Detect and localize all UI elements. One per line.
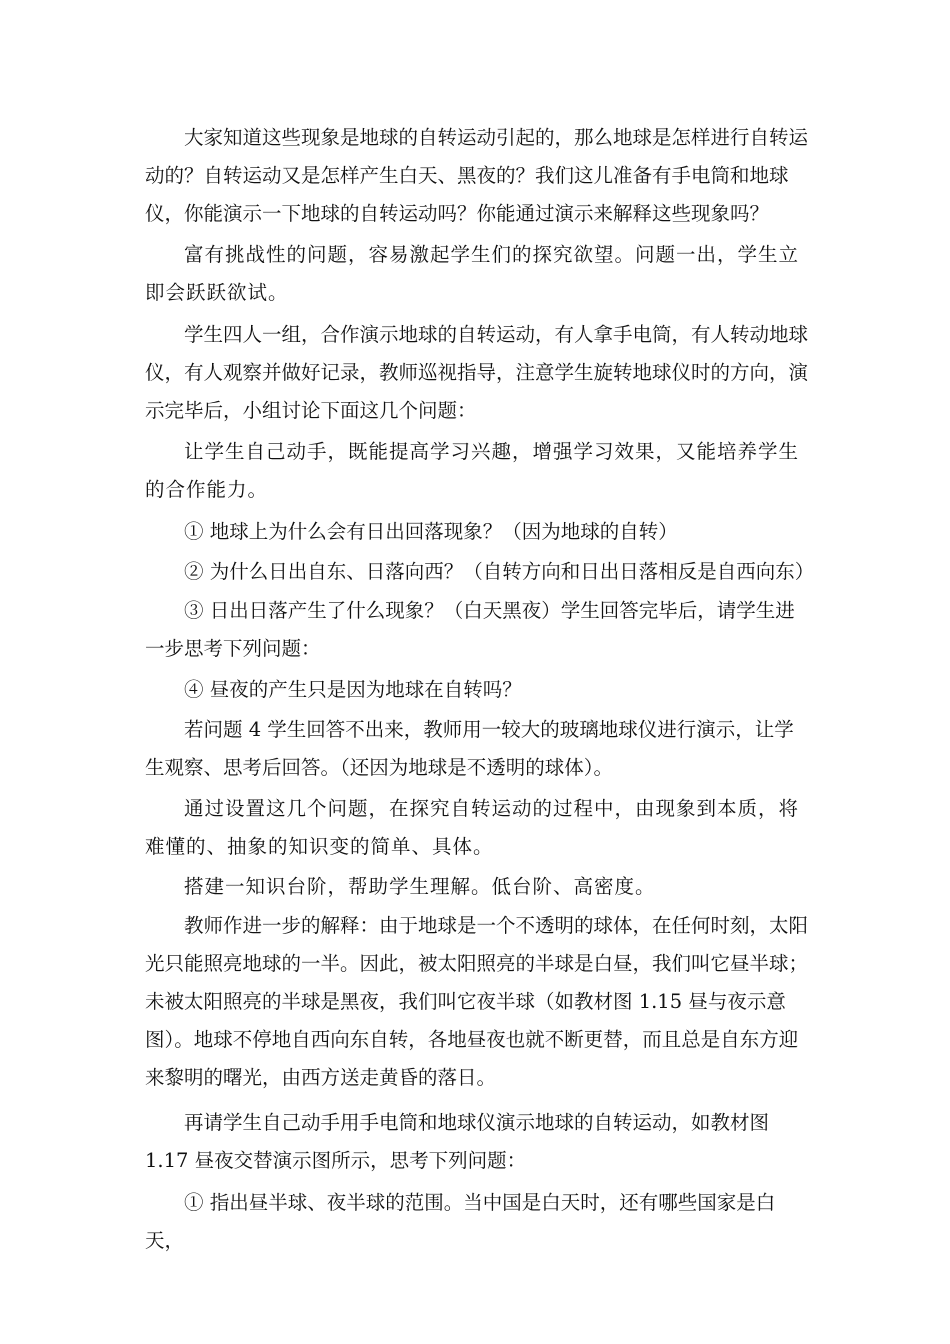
paragraph-explanation: 教师作进一步的解释：由于地球是一个不透明的球体，在任何时刻，太阳光只能照亮地球的一半。因此，被太阳照亮的半球是白昼，我们叫它昼半球；未被太阳照亮的半球是黑夜，我们叫它夜半球（如教材图 1.15 昼与夜示意图）。地球不停地自西向东自转，各地昼夜也就不断更替，而且总是自东方迎来黎明的曙光，由西方送走黄昏的落日。 [145, 914, 809, 1089]
question-4: ④ 昼夜的产生只是因为地球在自转吗？ [184, 678, 522, 701]
paragraph-comment-steps: 搭建一知识台阶，帮助学生理解。低台阶、高密度。 [184, 875, 656, 898]
question-3: ③ 日出日落产生了什么现象？（白天黑夜）学生回答完毕后，请学生进一步思考下列问题： [145, 599, 795, 660]
question-2: ② 为什么日出自东、日落向西？（自转方向和日出日落相反是自西向东） [184, 560, 815, 583]
paragraph-group-demo: 学生四人一组，合作演示地球的自转运动，有人拿手电筒，有人转动地球仪，有人观察并做好记录，教师巡视指导，注意学生旋转地球仪时的方向，演示完毕后，小组讨论下面这几个问题： [145, 323, 809, 422]
paragraph-glass-globe: 若问题 4 学生回答不出来，教师用一较大的玻璃地球仪进行演示，让学生观察、思考后回答。（还因为地球是不透明的球体）。 [145, 718, 794, 779]
paragraph-comment-challenge: 富有挑战性的问题，容易激起学生们的探究欲望。问题一出，学生立即会跃跃欲试。 [145, 243, 800, 304]
paragraph-second-demo: 再请学生自己动手用手电筒和地球仪演示地球的自转运动，如教材图 1.17 昼夜交替演示图所示，思考下列问题： [145, 1111, 770, 1172]
question-1: ① 地球上为什么会有日出回落现象？（因为地球的自转） [184, 520, 678, 543]
paragraph-intro: 大家知道这些现象是地球的自转运动引起的，那么地球是怎样进行自转运动的？自转运动又是怎样产生白天、黑夜的？我们这儿准备有手电筒和地球仪，你能演示一下地球的自转运动吗？你能通过演示来解释这些现象吗？ [145, 126, 809, 225]
paragraph-comment-handson: 让学生自己动手，既能提高学习兴趣，增强学习效果，又能培养学生的合作能力。 [145, 440, 800, 501]
question-day-night-range: ① 指出昼半球、夜半球的范围。当中国是白天时，还有哪些国家是白天， [145, 1191, 776, 1252]
paragraph-comment-questions: 通过设置这几个问题，在探究自转运动的过程中，由现象到本质，将难懂的、抽象的知识变的简单、具体。 [145, 797, 800, 858]
